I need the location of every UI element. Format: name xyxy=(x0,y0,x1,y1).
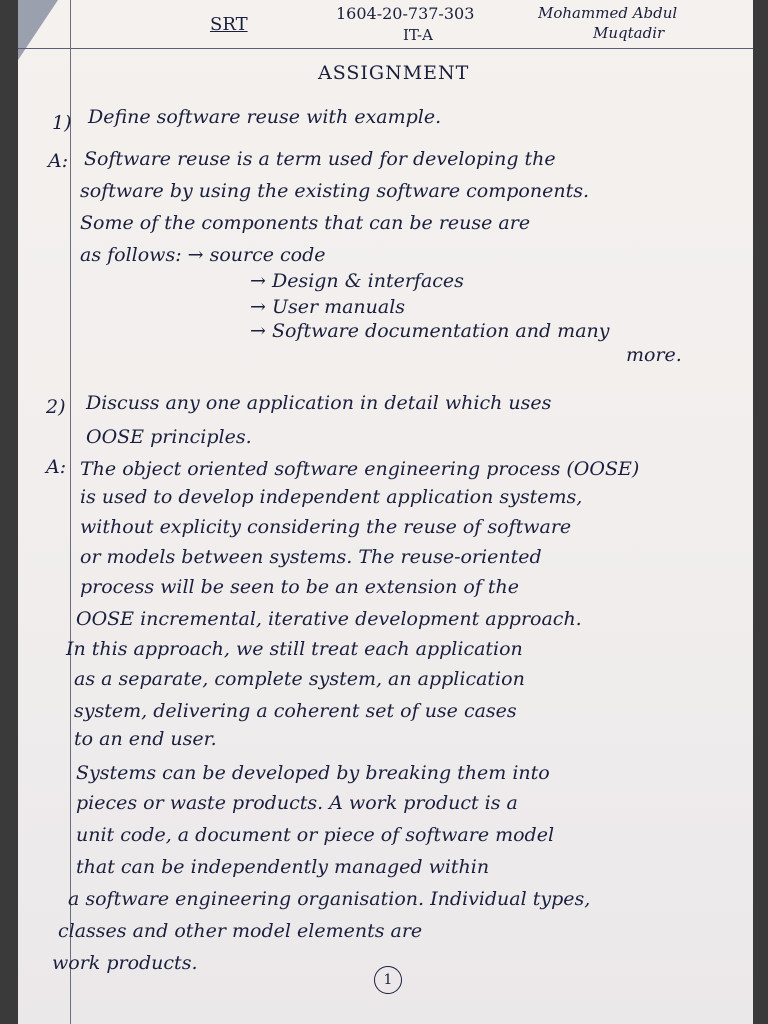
q1-answer-line: → User manuals xyxy=(250,296,406,318)
q2-answer-line: classes and other model elements are xyxy=(58,920,423,942)
q2-question-line: OOSE principles. xyxy=(86,426,252,448)
student-name-line1: Mohammed Abdul xyxy=(538,4,678,22)
header-rule xyxy=(18,48,753,49)
q2-answer-line: or models between systems. The reuse-oriented xyxy=(80,546,542,568)
q2-answer-line: unit code, a document or piece of software model xyxy=(76,824,555,846)
q2-question-line: Discuss any one application in detail which uses xyxy=(86,392,552,414)
q2-answer-label: A: xyxy=(46,456,67,478)
q2-answer-line: is used to develop independent application systems, xyxy=(80,486,583,508)
q2-answer-line: that can be independently managed within xyxy=(76,856,490,878)
section-label: IT-A xyxy=(403,26,433,44)
q2-answer-line: to an end user. xyxy=(74,728,217,750)
q2-answer-line: system, delivering a coherent set of use cases xyxy=(74,700,517,722)
q1-answer-line: as follows: → source code xyxy=(80,244,326,266)
margin-rule xyxy=(70,0,71,1024)
q1-answer-line: Some of the components that can be reuse are xyxy=(80,212,531,234)
page-title: ASSIGNMENT xyxy=(318,62,470,84)
q2-answer-line: as a separate, complete system, an application xyxy=(74,668,525,690)
q1-number: 1) xyxy=(52,112,72,134)
q2-answer-line: pieces or waste products. A work product is a xyxy=(76,792,518,814)
q1-answer-line: more. xyxy=(626,344,682,366)
q2-answer-line: OOSE incremental, iterative development approach. xyxy=(76,608,582,630)
q2-answer-line: Systems can be developed by breaking them into xyxy=(76,762,550,784)
q2-answer-line: The object oriented software engineering process (OOSE) xyxy=(80,458,640,480)
page-corner xyxy=(18,0,58,60)
q2-number: 2) xyxy=(46,396,66,418)
subject-label: SRT xyxy=(210,14,248,35)
q1-answer-line: Software reuse is a term used for developing the xyxy=(84,148,556,170)
q1-answer-line: → Design & interfaces xyxy=(250,270,464,292)
q2-answer-line: process will be seen to be an extension of the xyxy=(80,576,520,598)
student-name-line2: Muqtadir xyxy=(593,24,665,42)
q1-answer-label: A: xyxy=(48,150,69,172)
q2-answer-line: a software engineering organisation. Individual types, xyxy=(68,888,591,910)
q2-answer-line: In this approach, we still treat each application xyxy=(66,638,523,660)
q2-answer-line: without explicity considering the reuse of software xyxy=(80,516,572,538)
q1-answer-line: software by using the existing software components. xyxy=(80,180,590,202)
q2-answer-line: work products. xyxy=(52,952,198,974)
notebook-page xyxy=(18,0,753,1024)
roll-number: 1604-20-737-303 xyxy=(336,4,475,23)
page-number: 1 xyxy=(374,966,402,994)
q1-answer-line: → Software documentation and many xyxy=(250,320,610,342)
q1-question: Define software reuse with example. xyxy=(88,106,442,128)
